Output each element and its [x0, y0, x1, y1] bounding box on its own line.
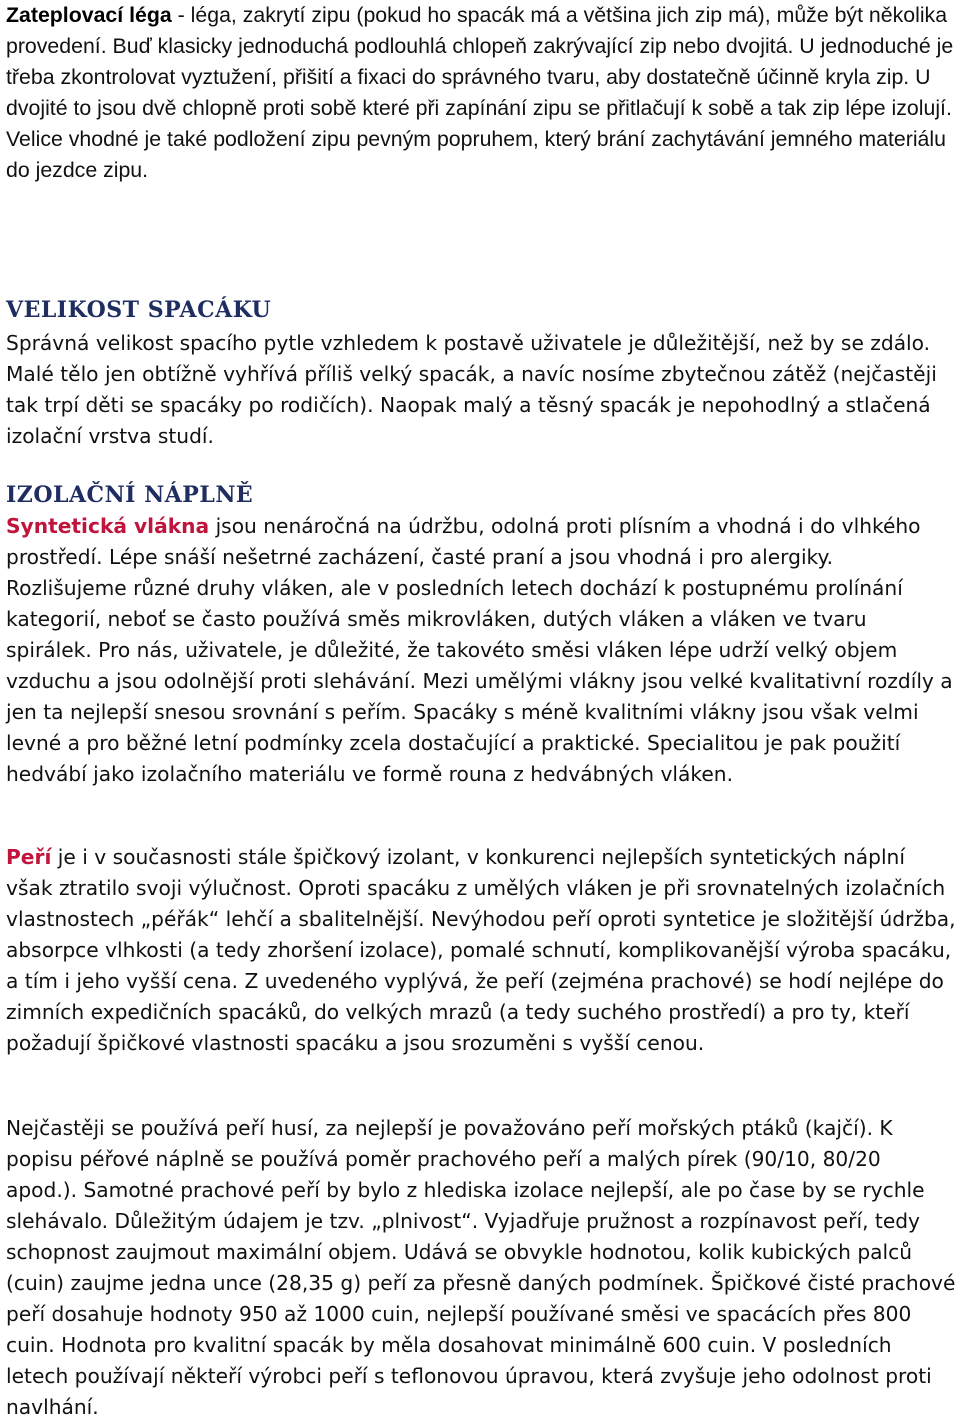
- size-heading: VELIKOST SPACÁKU: [6, 297, 272, 323]
- down-paragraph: [6, 842, 956, 1059]
- down-detail-paragraph: Nejčastěji se používá peří husí, za nejlepší je považováno peří mořských ptáků (kajčí). K popisu péřové náplně se používá poměr prachového peří a malých pírek (90/10, 80/20 apod.). Samotné prachové peří by bylo z hlediska izolace nejlepší, ale po čase by se rychle slehávalo. Důležitým údajem je tzv. „plnivost“. Vyjadřuje pružnost a rozpínavost peří, tedy schopnost zaujmout maximální objem. Udává se obvykle hodnotou, kolik kubických palců (cuin) zaujme jedna unce (28,35 g) peří za přesně daných podmínek. Špičkové čisté prachové peří dosahuje hodnoty 950 až 1000 cuin, nejlepší používané směsi ve spacácích přes 800 cuin. Hodnota pro kvalitní spacák by měla dosahovat minimálně 600 cuin. V posledních letech používají někteří výrobci peří s teflonovou úpravou, která zvyšuje jeho odolnost proti navlhání.: [6, 1116, 956, 1419]
- fill-heading: IZOLAČNÍ NÁPLNĚ: [6, 482, 254, 508]
- zip-flap-text: - léga, zakrytí zipu (pokud ho spacák má a většina jich zip má), může být několika provedení. Buď klasicky jednoduchá podlouhlá chlopeň zakrývající zip nebo dvojitá. U jednoduché je třeba zkontrolovat vyztužení, přišití a fixaci do správného tvaru, aby dostatečně účinně kryla zip. U dvojité to jsou dvě chlopně proti sobě které při zapínání zipu se přitlačují k sobě a tak zip lépe izolují. Velice vhodné je také podložení zipu pevným popruhem, který brání zachytávání jemného materiálu do jezdce zipu.: [6, 3, 954, 182]
- synthetic-paragraph: [6, 511, 956, 790]
- down-text: je i v současnosti stále špičkový izolant, v konkurenci nejlepších syntetických náplní však ztratilo svoji výlučnost. Oproti spacáku z umělých vláken je při srovnatelných izolačních vlastnostech „péřák“ lehčí a sbalitelnější. Nevýhodou peří oproti syntetice je složitější údržba, absorpce vlhkosti (a tedy zhoršení izolace), pomalé schnutí, komplikovanější výroba spacáku, a tím i jeho vyšší cena. Z uvedeného vyplývá, že peří (zejména prachové) se hodí nejlépe do zimních expedičních spacáků, do velkých mrazů (a tedy suchého prostředí) a pro ty, kteří požadují špičkové vlastnosti spacáku a jsou srozuměni s vyšší cenou.: [6, 845, 956, 1055]
- zip-flap-paragraph: [6, 0, 956, 186]
- size-paragraph: Správná velikost spacího pytle vzhledem k postavě uživatele je důležitější, než by se zdálo. Malé tělo jen obtížně vyhřívá příliš velký spacák, a navíc nosíme zbytečnou zátěž (nejčastěji tak trpí děti se spacáky po rodičích). Naopak malý a těsný spacák je nepohodlný a stlačená izolační vrstva studí.: [6, 331, 937, 448]
- zip-flap-term: Zateplovací léga: [6, 3, 172, 27]
- synthetic-text: jsou nenáročná na údržbu, odolná proti plísním a vhodná i do vlhkého prostředí. Lépe snáší nešetrné zacházení, časté praní a jsou vhodná i pro alergiky. Rozlišujeme různé druhy vláken, ale v posledních letech dochází k postupnému prolínání kategorií, neboť se často používá směs mikrovláken, dutých vláken a vláken ve tvaru spirálek. Pro nás, uživatele, je důležité, že takovéto směsi vláken lépe udrží velký objem vzduchu a jsou odolnější proti slehávání. Mezi umělými vlákny jsou velké kvalitativní rozdíly a jen ta nejlepší snesou srovnání s peřím. Spacáky s méně kvalitními vlákny jsou však velmi levné a pro běžné letní podmínky zcela dostačující a praktické. Specialitou je pak použití hedvábí jako izolačního materiálu ve formě rouna z hedvábných vláken.: [6, 514, 953, 786]
- synthetic-term: Syntetická vlákna: [6, 514, 210, 538]
- down-term: Peří: [6, 845, 52, 869]
